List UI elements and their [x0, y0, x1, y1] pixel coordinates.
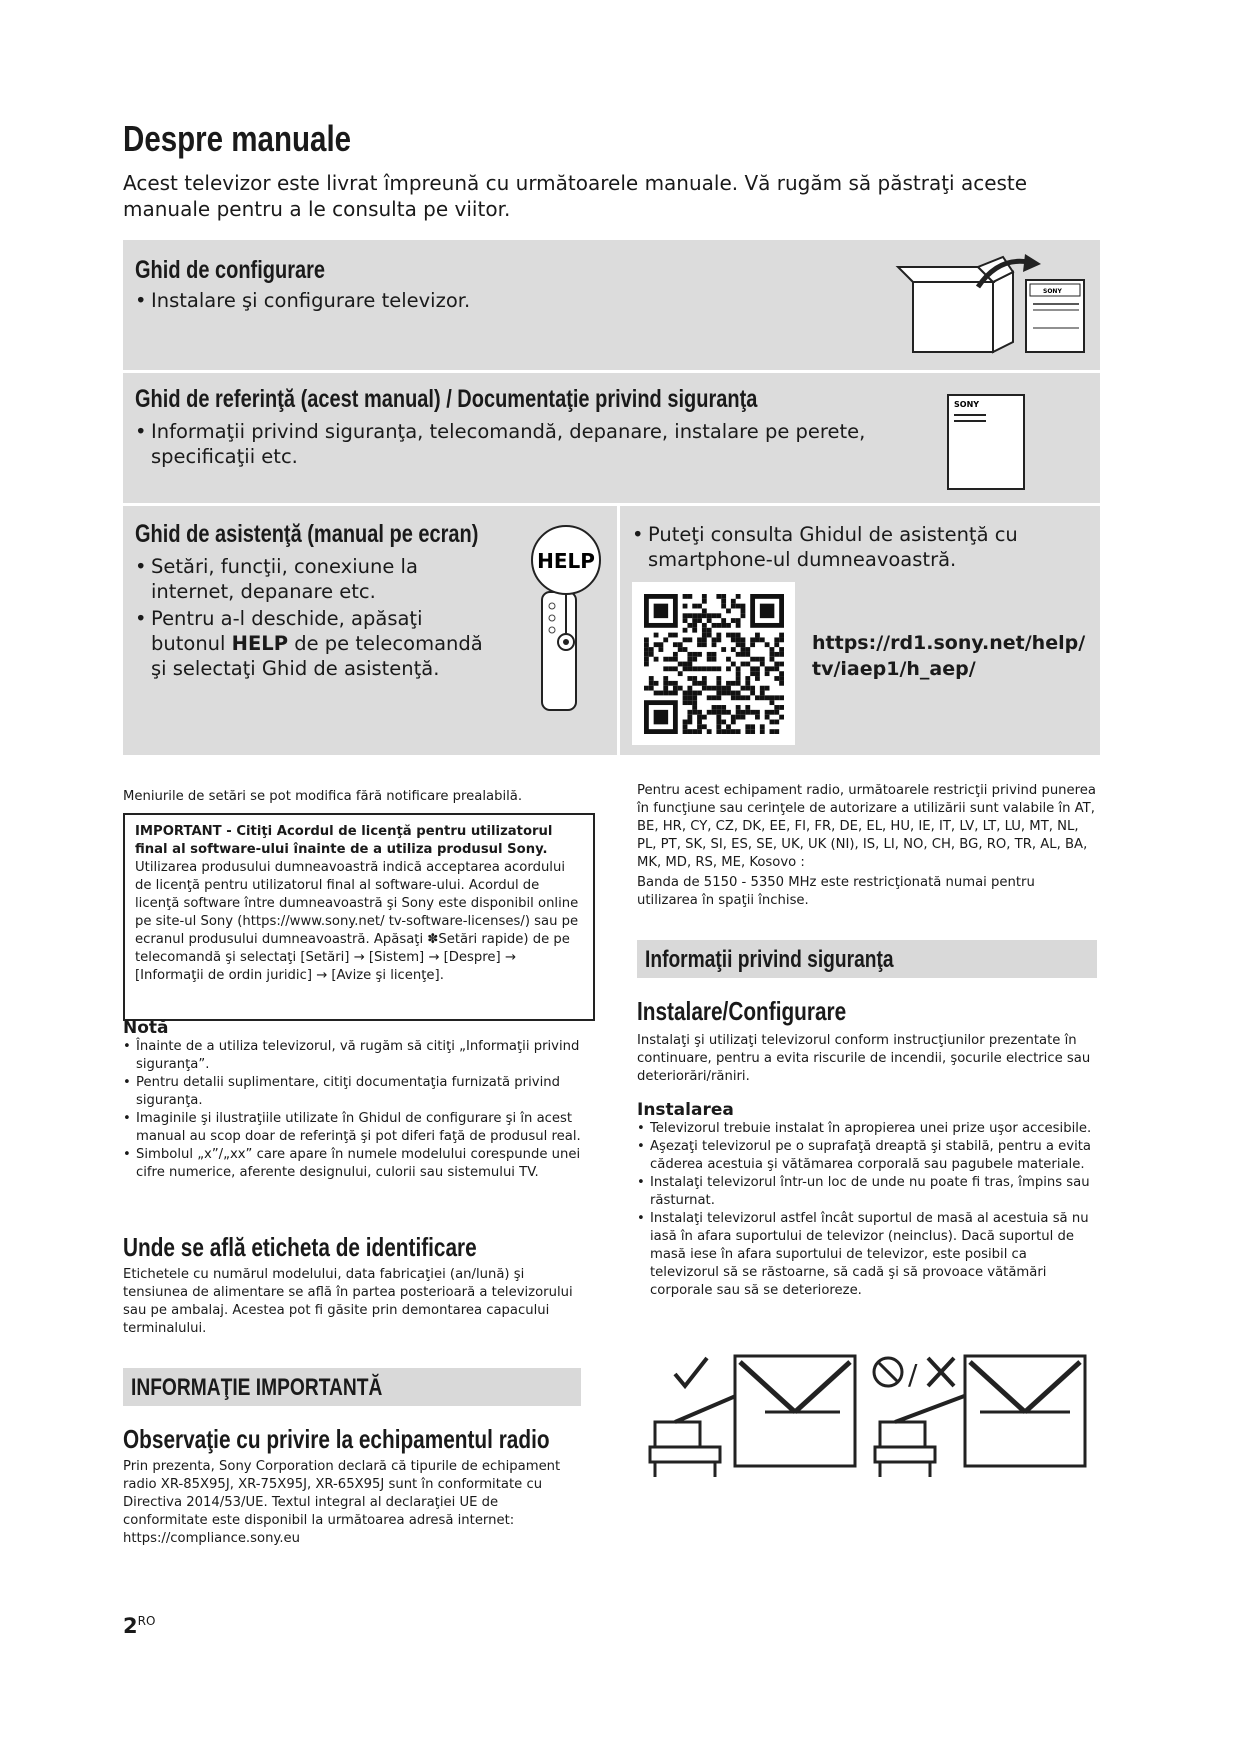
svg-text:/: / — [908, 1358, 918, 1391]
important-box — [123, 813, 595, 1021]
tv-stand-illustration — [645, 1352, 1090, 1482]
box-manual-icon — [893, 252, 1093, 362]
reference-guide-box — [123, 373, 1100, 503]
incorrect-placement — [874, 1356, 1085, 1477]
setup-guide-item: • Instalare şi configurare televizor. — [135, 289, 471, 312]
radio-restrictions: Pentru acest echipament radio, următoarele restricţii privind punerea în funcţiune sau cerinţele de autorizare a utilizării sunt valabile în AT, BE, HR, CY, CZ, DK, EE, FI, FR, DE, EL, HU, IE, IT, LV, LT, LU, MT, NL, PL, PT, SK, SI, ES, SE, UK, UK (NI), IS, LI, NO, CH, BG, RO, TR, AL, BA, MK, MD, RS, ME, Kosovo : — [637, 783, 1096, 870]
help-guide-item-2: • Pentru a-l deschide, apăsaţi butonul HELP de pe telecomandă şi selectaţi Ghid de asistenţă. — [135, 607, 483, 680]
install-list — [637, 1120, 1099, 1300]
radio-body: Prin prezenta, Sony Corporation declară că tipurile de echipament radio XR-85X95J, XR-75X95J, XR-65X95J sunt în conformitate cu Directiva 2014/53/UE. Textul integral al declaraţiei UE de conformitate este disponibil la următoarea adresă internet: https://compliance.sony.eu — [123, 1459, 561, 1546]
help-guide-box — [123, 506, 617, 755]
reference-guide-title: Ghid de referinţă (acest manual) / Documentaţie privind siguranţa — [135, 385, 758, 413]
radio-title: Observaţie cu privire la echipamentul radio — [123, 1424, 550, 1454]
install-item: • Aşezaţi televizorul pe o suprafaţă dreaptă şi stabilă, pentru a evita căderea acestuia şi vătămarea corporală sau pagubele materiale. — [637, 1138, 1099, 1174]
settings-note: Meniurile de setări se pot modifica fără notificare prealabilă. — [123, 789, 523, 804]
setup-guide-title: Ghid de configurare — [135, 256, 326, 284]
setup-guide-box — [123, 240, 1100, 370]
page-number: $2^{RO}$ — [123, 1614, 156, 1638]
help-guide-title: Ghid de asistenţă (manual pe ecran) — [135, 520, 479, 548]
reference-manual-icon — [946, 393, 1028, 493]
install-config-title: Instalare/Configurare — [637, 996, 847, 1026]
important-heading: IMPORTANT - Citiţi Acordul de licenţă pentru utilizatorul final al software-ului înainte de a utiliza produsul Sony. — [135, 824, 553, 857]
help-url[interactable]: https://rd1.sony.net/help/ tv/iaep1/h_aep/ — [812, 632, 1086, 680]
note-item: • Pentru detalii suplimentare, citiţi documentaţia furnizată privind siguranţa. — [123, 1074, 583, 1110]
qr-code[interactable] — [644, 594, 784, 734]
important-info-title: INFORMAŢIE IMPORTANTĂ — [131, 1374, 383, 1401]
note-list — [123, 1038, 583, 1182]
smartphone-item: • Puteţi consulta Ghidul de asistenţă cu smartphone-ul dumneavoastră. — [632, 523, 1018, 571]
label-section-title: Unde se află eticheta de identificare — [123, 1232, 477, 1262]
page-language: RO — [137, 1614, 156, 1628]
qr-code-frame — [632, 582, 795, 745]
note-title: Notă — [123, 1018, 169, 1038]
important-info-bar — [123, 1368, 581, 1406]
label-section-body: Etichetele cu numărul modelului, data fabricaţiei (an/lună) şi tensiunea de alimentare se află în partea posterioară a televizorului sau pe ambalaj. Acestea pot fi găsite prin demontarea capacului terminalului. — [123, 1267, 573, 1336]
install-item: • Televizorul trebuie instalat în apropierea unei prize uşor accesibile. — [637, 1120, 1099, 1138]
note-item: • Imaginile şi ilustraţiile utilizate în Ghidul de configurare şi în acest manual au scop doar de referinţă şi pot diferi faţă de produsul real. — [123, 1110, 583, 1146]
cross-icon — [928, 1358, 954, 1386]
smartphone-box — [620, 506, 1100, 755]
correct-placement — [650, 1356, 855, 1477]
safety-title: Informaţii privind siguranţa — [645, 946, 894, 973]
install-item: • Instalaţi televizorul astfel încât suportul de masă al acestuia să nu iasă în afara suportului de televizor (neinclus). Dacă suportul de masă iese în afara suportului de televizor, este posibil ca televizorul să se răstoarne, să cadă şi să provoace vătămări corporale sau să se deterioreze. — [637, 1210, 1099, 1300]
note-item: • Simbolul „x”/„xx” care apare în numele modelului corespunde unei cifre numerice, aferente designului, culorii sau sistemului TV. — [123, 1146, 583, 1182]
install-title: Instalarea — [637, 1100, 734, 1120]
install-item: • Instalaţi televizorul într-un loc de unde nu poate fi tras, împins sau răsturnat. — [637, 1174, 1099, 1210]
note-item: • Înainte de a utiliza televizorul, vă rugăm să citiţi „Informaţii privind siguranţa”. — [123, 1038, 583, 1074]
help-guide-item-1: • Setări, funcţii, conexiune la internet, depanare etc. — [135, 555, 418, 603]
reference-guide-item: • Informaţii privind siguranţa, telecomandă, depanare, instalare pe perete, specificaţii etc. — [135, 420, 866, 468]
remote-help-icon — [528, 522, 608, 714]
reference-manual-brand: SONY — [954, 400, 980, 409]
install-config-body: Instalaţi şi utilizaţi televizorul conform instrucţiunilor prezentate în continuare, pentru a evita riscurile de incendii, şocurile electrice sau deteriorări/răniri. — [637, 1033, 1091, 1084]
intro-text: Acest televizor este livrat împreună cu următoarele manuale. Vă rugăm să păstraţi aceste manuale pentru a le consulta pe viitor. — [123, 171, 1028, 221]
important-body: Utilizarea produsului dumneavoastră indică acceptarea acordului de licenţă pentru utilizatorul final al software-ului. Acordul de licenţă software între dumneavoastră şi Sony este disponibil online pe site-ul Sony (https://www.sony.net/ tv-software-licenses/) sau pe ecranul produsului dumneavoastră. Apăsaţi ✽Setări rapide) de pe telecomandă şi selectaţi [Setări] → [Sistem] → [Despre] → [Informaţii de ordin juridic] → [Avize şi licenţe]. — [135, 860, 579, 983]
band-restriction: Banda de 5150 - 5350 MHz este restricţionată numai pentru utilizarea în spaţii închise. — [637, 875, 1035, 908]
svg-text:SONY: SONY — [1043, 288, 1062, 295]
check-icon — [675, 1358, 707, 1386]
page-title: Despre manuale — [123, 118, 352, 159]
safety-bar — [637, 940, 1097, 978]
help-badge-text: HELP — [537, 549, 595, 573]
